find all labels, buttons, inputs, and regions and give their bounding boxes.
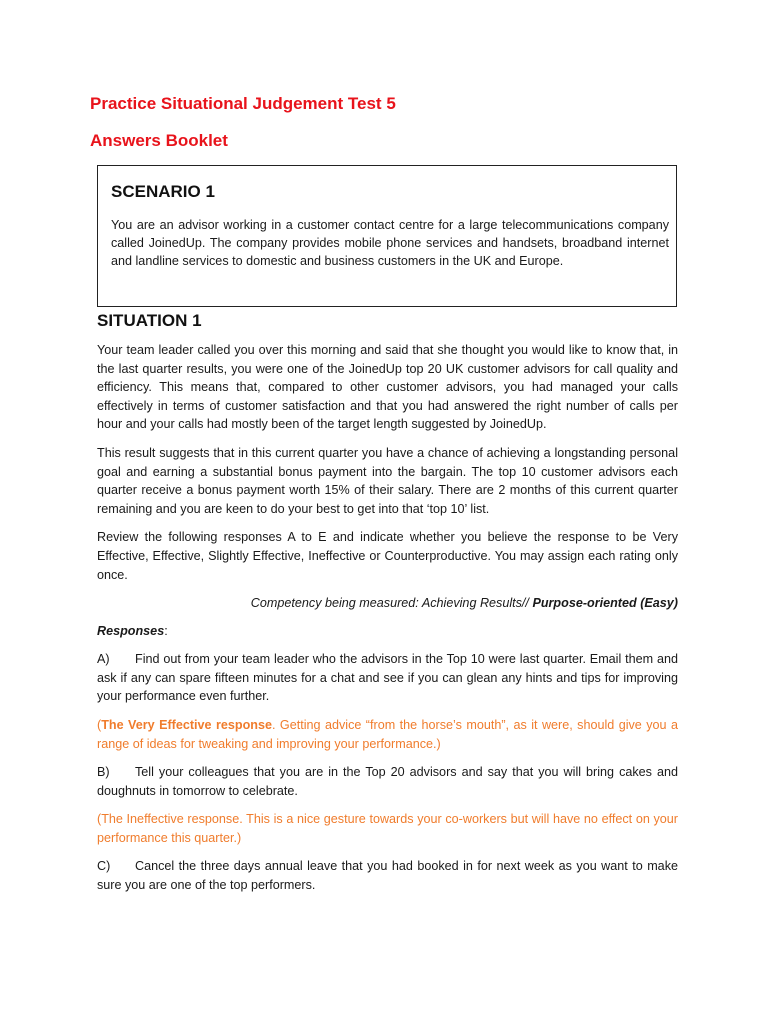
scenario-text: You are an advisor working in a customer contact centre for a large telecommunications company called JoinedUp. The company provides mobile phone services and handsets, broadband internet and landline services to domestic and business customers in the UK and Europe.: [111, 218, 669, 268]
response-letter: C): [97, 859, 111, 874]
competency-prefix: Competency being measured: Achieving Results//: [250, 596, 533, 611]
situation-paragraph-1: Your team leader called you over this morning and said that she thought you would like to know that, in the last quarter results, you were one of the JoinedUp top 20 UK customer advisors for call quality and efficiency. This means that, compared to other customer advisors, you had managed your calls effectively in terms of customer satisfaction and that you had answered the right number of calls per hour and your calls had mostly been of the target length suggested by JoinedUp.: [97, 343, 678, 432]
situation-heading: SITUATION 1: [97, 311, 202, 330]
response-b: [97, 763, 678, 800]
response-a: [97, 650, 678, 706]
situation-section: [97, 311, 678, 905]
response-text: Cancel the three days annual leave that you had booked in for next week as you want to make sure you are one of the top performers.: [97, 859, 678, 893]
competency-level: Purpose-oriented (Easy): [532, 596, 678, 611]
responses-label-text: Responses: [97, 624, 165, 639]
scenario-box: [97, 165, 677, 307]
response-letter: A): [97, 652, 110, 667]
response-letter: B): [97, 765, 110, 780]
response-text: Find out from your team leader who the advisors in the Top 10 were last quarter. Email them and ask if any can spare fifteen minutes for a chat and see if you can glean any hints and tips for improving your performance even further.: [97, 652, 678, 704]
response-c: [97, 857, 678, 894]
document-title: Practice Situational Judgement Test 5: [90, 94, 396, 113]
answer-open-paren: (: [97, 717, 102, 732]
responses-label: [97, 622, 678, 640]
answer-a: [97, 716, 678, 753]
document-subtitle: Answers Booklet: [90, 131, 228, 150]
answer-b: (The Ineffective response. This is a nice gesture towards your co-workers but will have no effect on your performance this quarter.): [97, 812, 678, 845]
scenario-heading: SCENARIO 1: [111, 182, 215, 201]
situation-paragraph-3: Review the following responses A to E and indicate whether you believe the response to be Very Effective, Effective, Slightly Effective, Ineffective or Counterproductive. You may assign each rating only once.: [97, 530, 678, 582]
response-text: Tell your colleagues that you are in the Top 20 advisors and say that you will bring cakes and doughnuts in tomorrow to celebrate.: [97, 765, 678, 798]
responses-label-colon: :: [164, 624, 168, 639]
situation-paragraph-2: This result suggests that in this current quarter you have a chance of achieving a longstanding personal goal and earning a substantial bonus payment into the bargain. The top 10 customer advisors each quarter receive a bonus payment worth 15% of their salary. There are 2 months of this current quarter remaining and you are keen to do your best to get into that ‘top 10’ list.: [97, 445, 678, 516]
answer-explanation: . Getting advice “from the horse’s mouth”, as it were, should give you a range of ideas for tweaking and improving your performance.): [97, 717, 678, 751]
competency-line: [97, 594, 678, 612]
answer-rating: The Very Effective response: [101, 717, 272, 732]
